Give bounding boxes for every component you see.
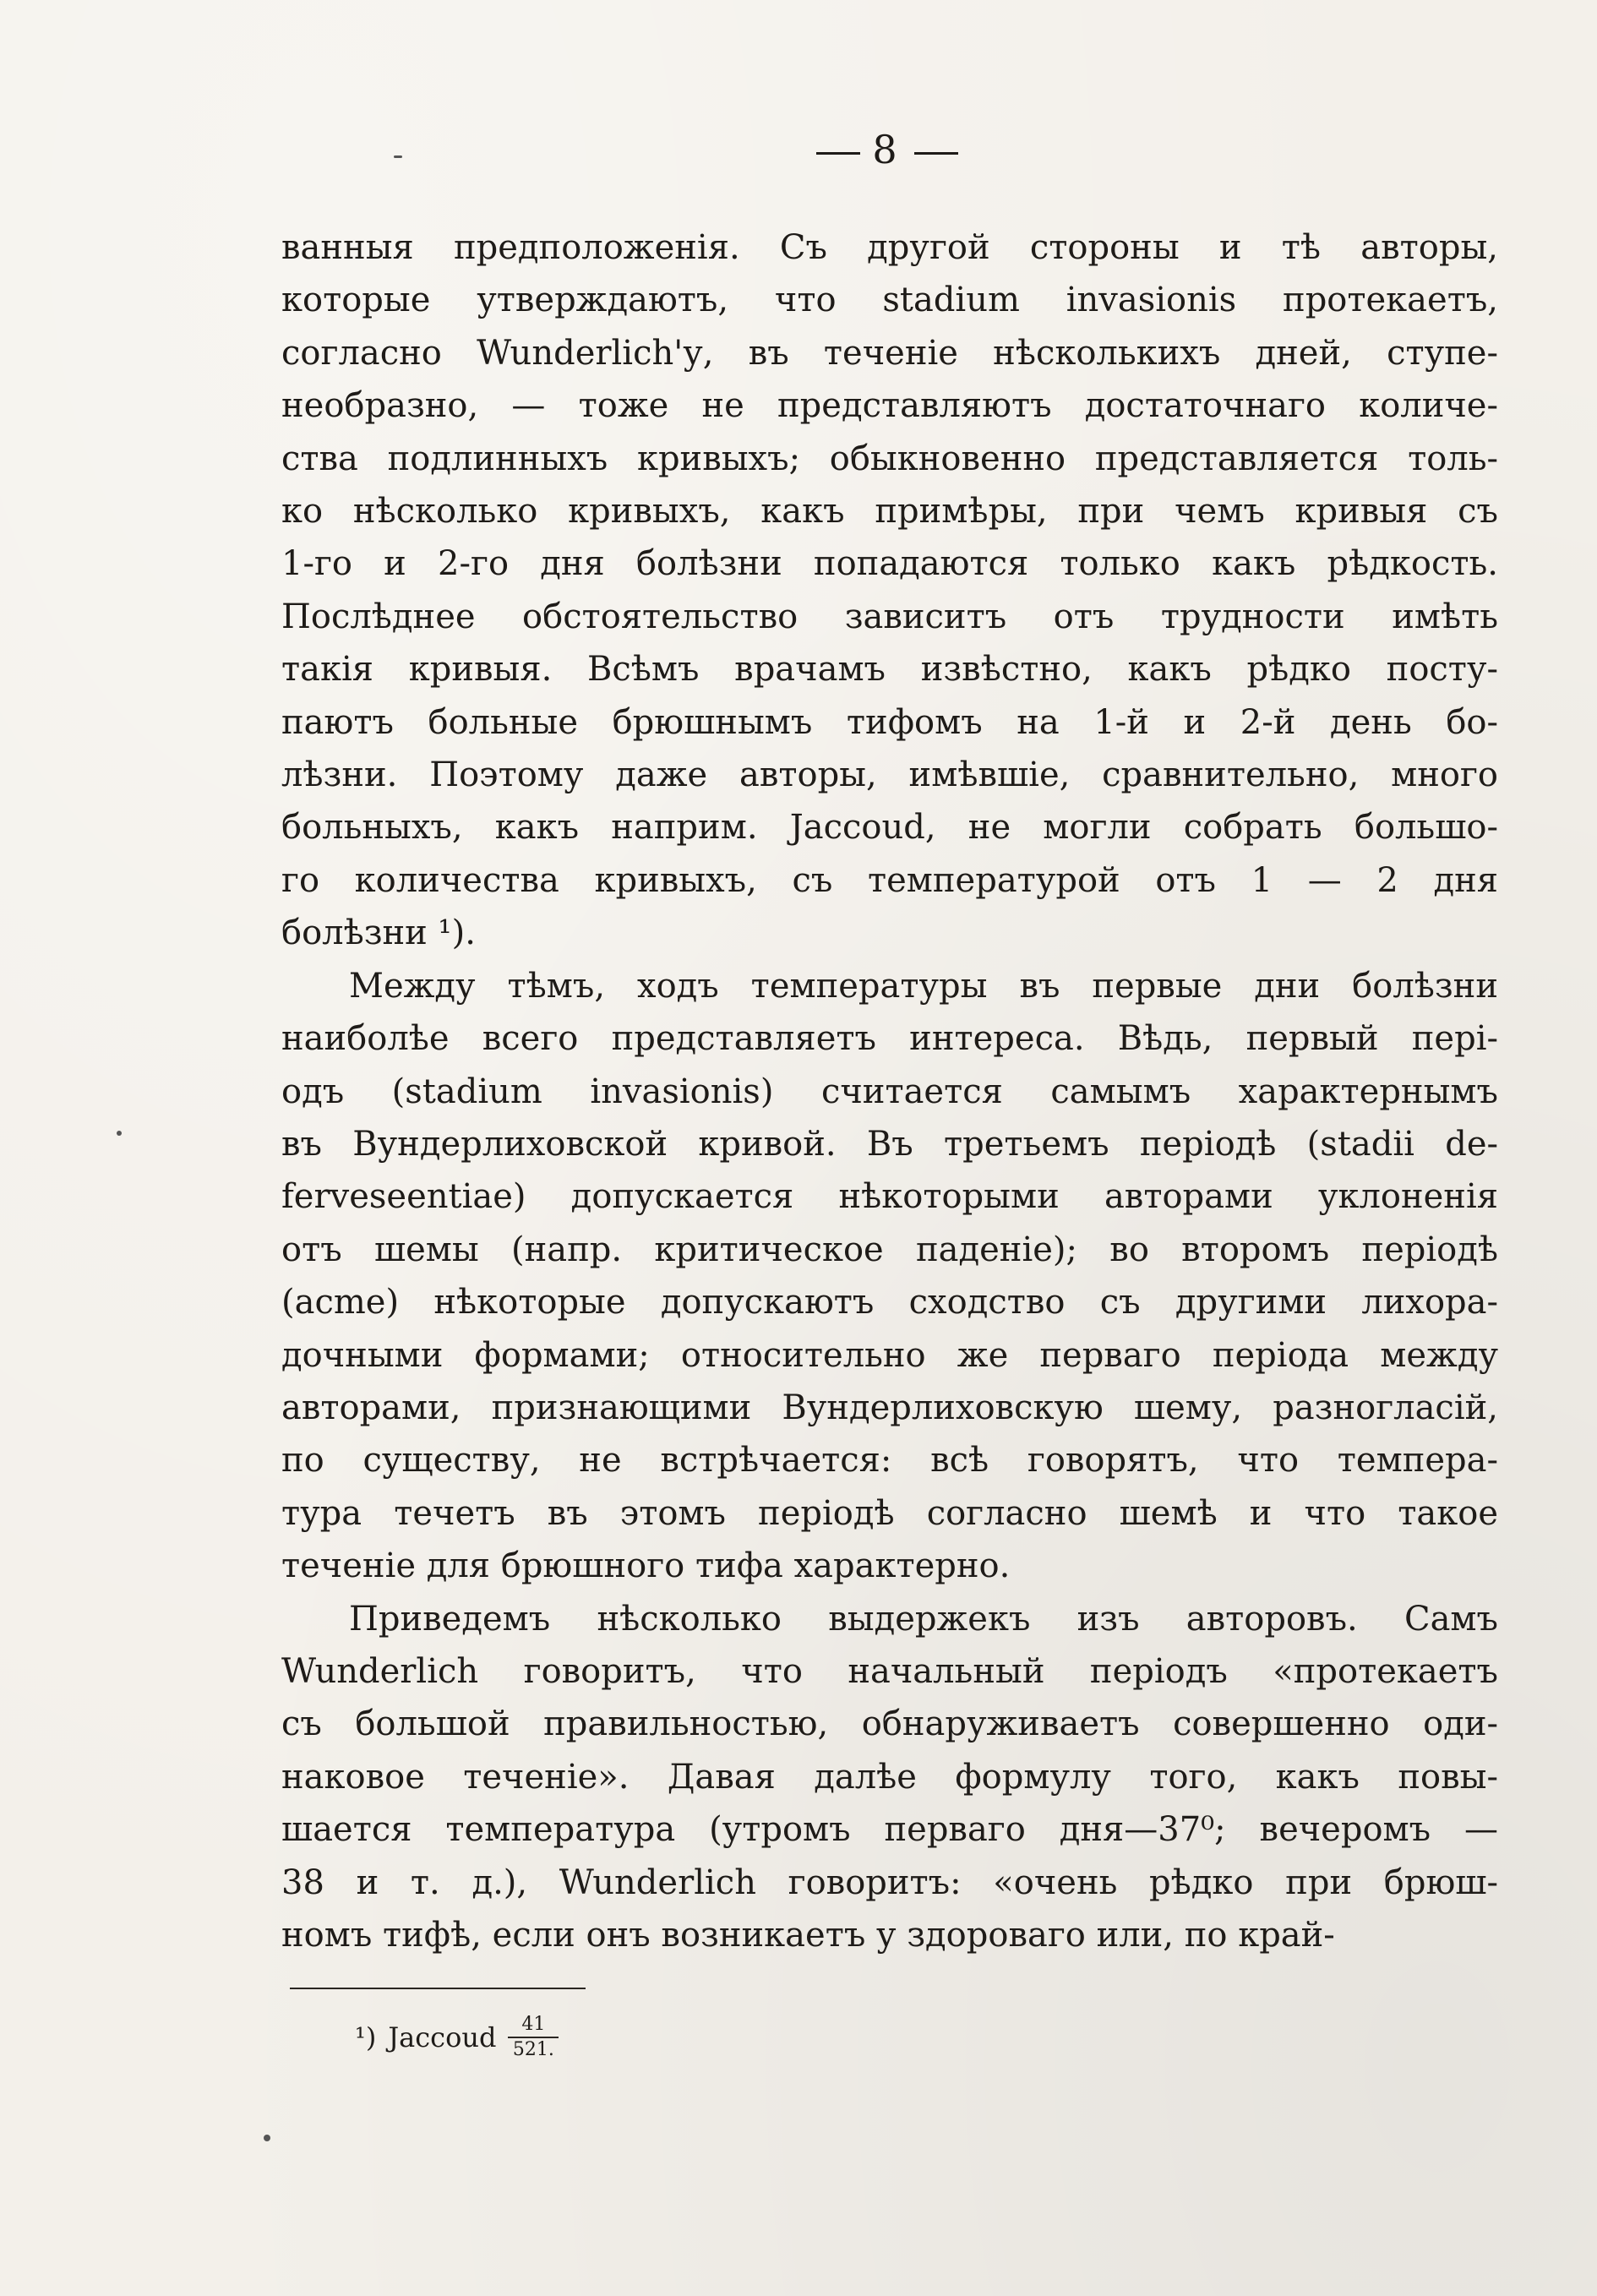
footnote-numerator: 41 xyxy=(521,2014,546,2035)
text-line: согласно Wunderlich'у, въ теченіе нѣсколькихъ дней, ступе- xyxy=(281,333,1498,373)
footnote-divider xyxy=(290,1988,586,1989)
footnote-marker: ¹) xyxy=(355,2021,377,2053)
paper-speck xyxy=(264,2135,270,2141)
paragraph xyxy=(281,960,1498,1593)
page-number-dash-left xyxy=(816,152,860,155)
text-line: го количества кривыхъ, съ температурой отъ 1 — 2 дня xyxy=(281,860,1498,900)
page-number xyxy=(0,127,1597,172)
text-line: (acme) нѣкоторые допускаютъ сходство съ другими лихора- xyxy=(281,1283,1498,1323)
page-number-value: 8 xyxy=(872,127,902,172)
text-line: тура течетъ въ этомъ періодѣ согласно шемѣ и что такое xyxy=(281,1493,1498,1533)
text-line: необразно, — тоже не представляютъ достаточнаго количе- xyxy=(281,386,1498,426)
text-line: въ Вундерлиховской кривой. Въ третьемъ періодѣ (stadii de- xyxy=(281,1124,1498,1164)
text-line: болѣзни ¹). xyxy=(281,913,476,953)
text-line: Приведемъ нѣсколько выдержекъ изъ авторовъ. Самъ xyxy=(349,1599,1498,1639)
paper-speck xyxy=(394,155,402,158)
text-line: 38 и т. д.), Wunderlich говоритъ: «очень рѣдко при брюш- xyxy=(281,1862,1498,1902)
text-line: которые утверждаютъ, что stadium invasionis протекаетъ, xyxy=(281,281,1498,320)
paragraph xyxy=(281,1593,1498,1962)
text-line: Послѣднее обстоятельство зависитъ отъ трудности имѣть xyxy=(281,597,1498,636)
footnote-reference xyxy=(508,2015,559,2060)
text-line: номъ тифѣ, если онъ возникаетъ у здороваго или, по край- xyxy=(281,1916,1335,1955)
text-line: дочными формами; относительно же перваго періода между xyxy=(281,1335,1498,1375)
text-line: больныхъ, какъ наприм. Jaccoud, не могли собрать большо- xyxy=(281,808,1498,848)
paper-speck xyxy=(117,1131,122,1136)
text-line: Wunderlich говоритъ, что начальный періодъ «протекаетъ xyxy=(281,1651,1498,1691)
text-line: авторами, признающими Вундерлиховскую шему, разногласій, xyxy=(281,1388,1498,1427)
text-line: 1-го и 2-го дня болѣзни попадаются только какъ рѣдкость. xyxy=(281,544,1498,584)
paragraph xyxy=(281,221,1498,960)
text-line: лѣзни. Поэтому даже авторы, имѣвшіе, сравнительно, много xyxy=(281,755,1498,795)
text-line: ванныя предположенія. Съ другой стороны и тѣ авторы, xyxy=(281,228,1498,267)
body-text xyxy=(281,221,1498,1961)
text-line: паютъ больные брюшнымъ тифомъ на 1-й и 2-й день бо- xyxy=(281,702,1498,742)
page-number-dash-right xyxy=(914,152,958,155)
text-line: Между тѣмъ, ходъ температуры въ первые дни болѣзни xyxy=(349,966,1498,1006)
text-line: отъ шемы (напр. критическое паденіе); во второмъ періодѣ xyxy=(281,1230,1498,1269)
footnote xyxy=(355,2015,559,2060)
text-line: теченіе для брюшного тифа характерно. xyxy=(281,1546,1011,1586)
footnote-denominator: 521. xyxy=(512,2039,554,2060)
text-line: съ большой правильностью, обнаруживаетъ совершенно оди- xyxy=(281,1704,1498,1744)
footnote-author: Jaccoud xyxy=(388,2021,497,2053)
text-line: одъ (stadium invasionis) считается самымъ характернымъ xyxy=(281,1072,1498,1111)
text-line: такія кривыя. Всѣмъ врачамъ извѣстно, какъ рѣдко посту- xyxy=(281,650,1498,690)
text-line: ства подлинныхъ кривыхъ; обыкновенно представляется толь- xyxy=(281,439,1498,478)
text-line: ко нѣсколько кривыхъ, какъ примѣры, при чемъ кривыя съ xyxy=(281,492,1498,532)
text-line: ferveseentiae) допускается нѣкоторыми авторами уклоненія xyxy=(281,1177,1498,1217)
text-line: наковое теченіе». Давая далѣе формулу того, какъ повы- xyxy=(281,1757,1498,1797)
text-line: наиболѣе всего представляетъ интереса. Вѣдь, первый пері- xyxy=(281,1019,1498,1059)
text-line: шается температура (утромъ перваго дня—37⁰; вечеромъ — xyxy=(281,1810,1498,1850)
fraction-bar xyxy=(508,2037,559,2038)
text-line: по существу, не встрѣчается: всѣ говорятъ, что темпера- xyxy=(281,1441,1498,1481)
